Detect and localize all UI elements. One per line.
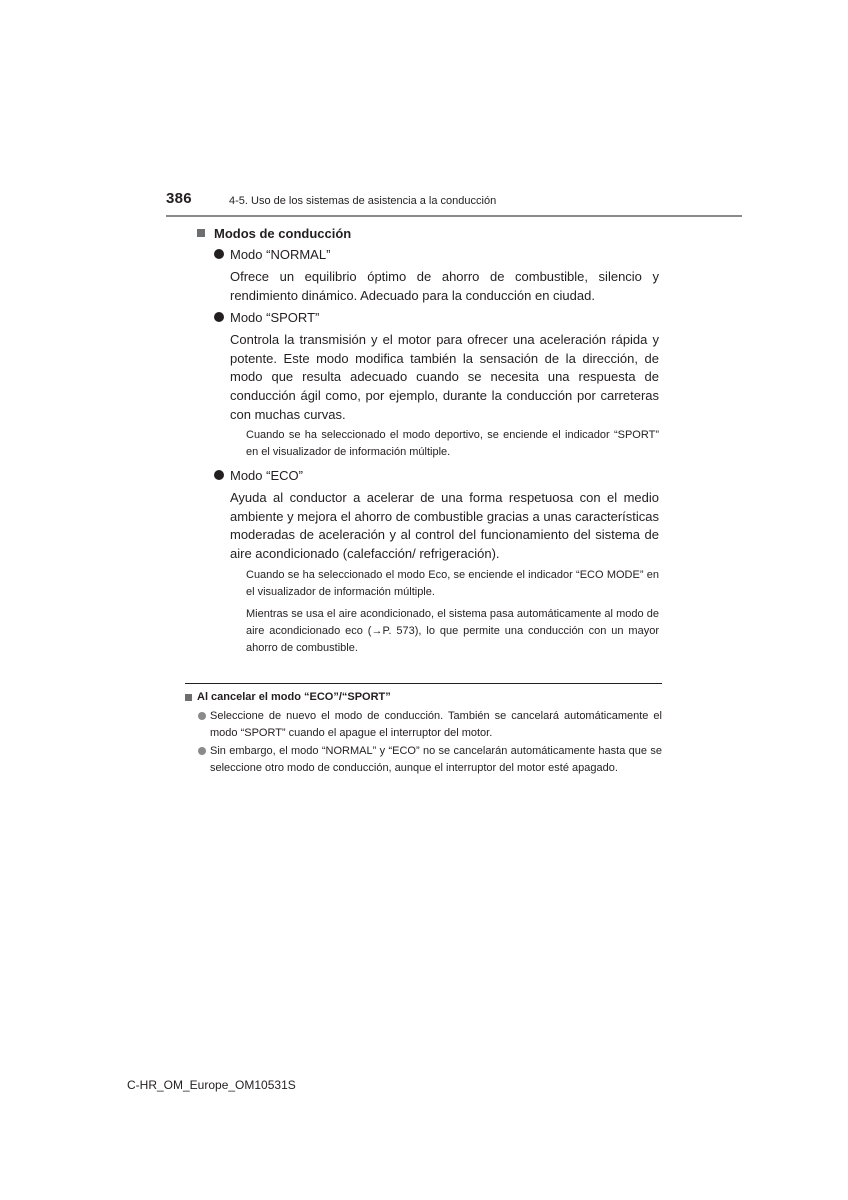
round-bullet-icon bbox=[214, 470, 224, 480]
section-heading bbox=[197, 224, 659, 242]
mode-item-eco bbox=[214, 466, 659, 484]
round-bullet-icon bbox=[214, 249, 224, 259]
mode-item-sport bbox=[214, 308, 659, 326]
info-item-text: Sin embargo, el modo “NORMAL” y “ECO” no se cancelarán automáticamente hasta que se seleccione otro modo de conducción, aunque el interruptor del motor esté apagado. bbox=[210, 745, 662, 774]
document-code: C-HR_OM_Europe_OM10531S bbox=[127, 1078, 296, 1092]
mode-label-eco: Modo “ECO” bbox=[230, 467, 303, 483]
mode-note-eco-indicator: Cuando se ha seleccionado el modo Eco, se enciende el indicador “ECO MODE” en el visualizador de información múltiple. bbox=[246, 568, 659, 598]
info-heading bbox=[185, 689, 662, 705]
round-bullet-icon bbox=[198, 712, 206, 720]
mode-description-sport: Controla la transmisión y el motor para ofrecer una aceleración rápida y potente. Este modo modifica también la sensación de la dirección, de modo que resulta adecuado cuando se necesita una respuesta de conducción ágil como, por ejemplo, durante la conducción por carreteras con muchas curvas. bbox=[230, 332, 659, 422]
main-content bbox=[197, 224, 659, 662]
square-bullet-icon bbox=[197, 229, 205, 237]
header-rule bbox=[166, 215, 742, 217]
mode-note-sport: Cuando se ha seleccionado el modo deportivo, se enciende el indicador “SPORT” en el visualizador de información múltiple. bbox=[246, 429, 659, 459]
mode-item-normal bbox=[214, 245, 659, 263]
page-number: 386 bbox=[166, 190, 192, 207]
info-heading-text: Al cancelar el modo “ECO”/“SPORT” bbox=[197, 691, 391, 703]
section-heading-text: Modos de conducción bbox=[214, 225, 352, 241]
info-item bbox=[185, 743, 662, 776]
mode-label-normal: Modo “NORMAL” bbox=[230, 246, 331, 262]
round-bullet-icon bbox=[214, 312, 224, 322]
mode-label-sport: Modo “SPORT” bbox=[230, 309, 320, 325]
square-bullet-icon bbox=[185, 694, 192, 701]
info-box bbox=[185, 689, 662, 778]
mode-description-eco: Ayuda al conductor a acelerar de una forma respetuosa con el medio ambiente y mejora el ahorro de combustible gracias a unas características moderadas de aceleración y al control del funcionamiento del sistema de aire acondicionado (calefacción/ refrigeración). bbox=[230, 490, 659, 561]
info-divider bbox=[185, 683, 662, 684]
mode-description-normal: Ofrece un equilibrio óptimo de ahorro de combustible, silencio y rendimiento dinámico. Adecuado para la conducción en ciudad. bbox=[230, 269, 659, 303]
chapter-title: 4-5. Uso de los sistemas de asistencia a la conducción bbox=[229, 195, 497, 207]
mode-note-eco-aircon: Mientras se usa el aire acondicionado, el sistema pasa automáticamente al modo de aire acondicionado eco (→P. 573), lo que permite una conducción con un mayor ahorro de combustible. bbox=[246, 607, 659, 654]
info-item-text: Seleccione de nuevo el modo de conducción. También se cancelará automáticamente el modo “SPORT” cuando el apague el interruptor del motor. bbox=[210, 710, 662, 739]
info-item bbox=[185, 708, 662, 741]
round-bullet-icon bbox=[198, 747, 206, 755]
